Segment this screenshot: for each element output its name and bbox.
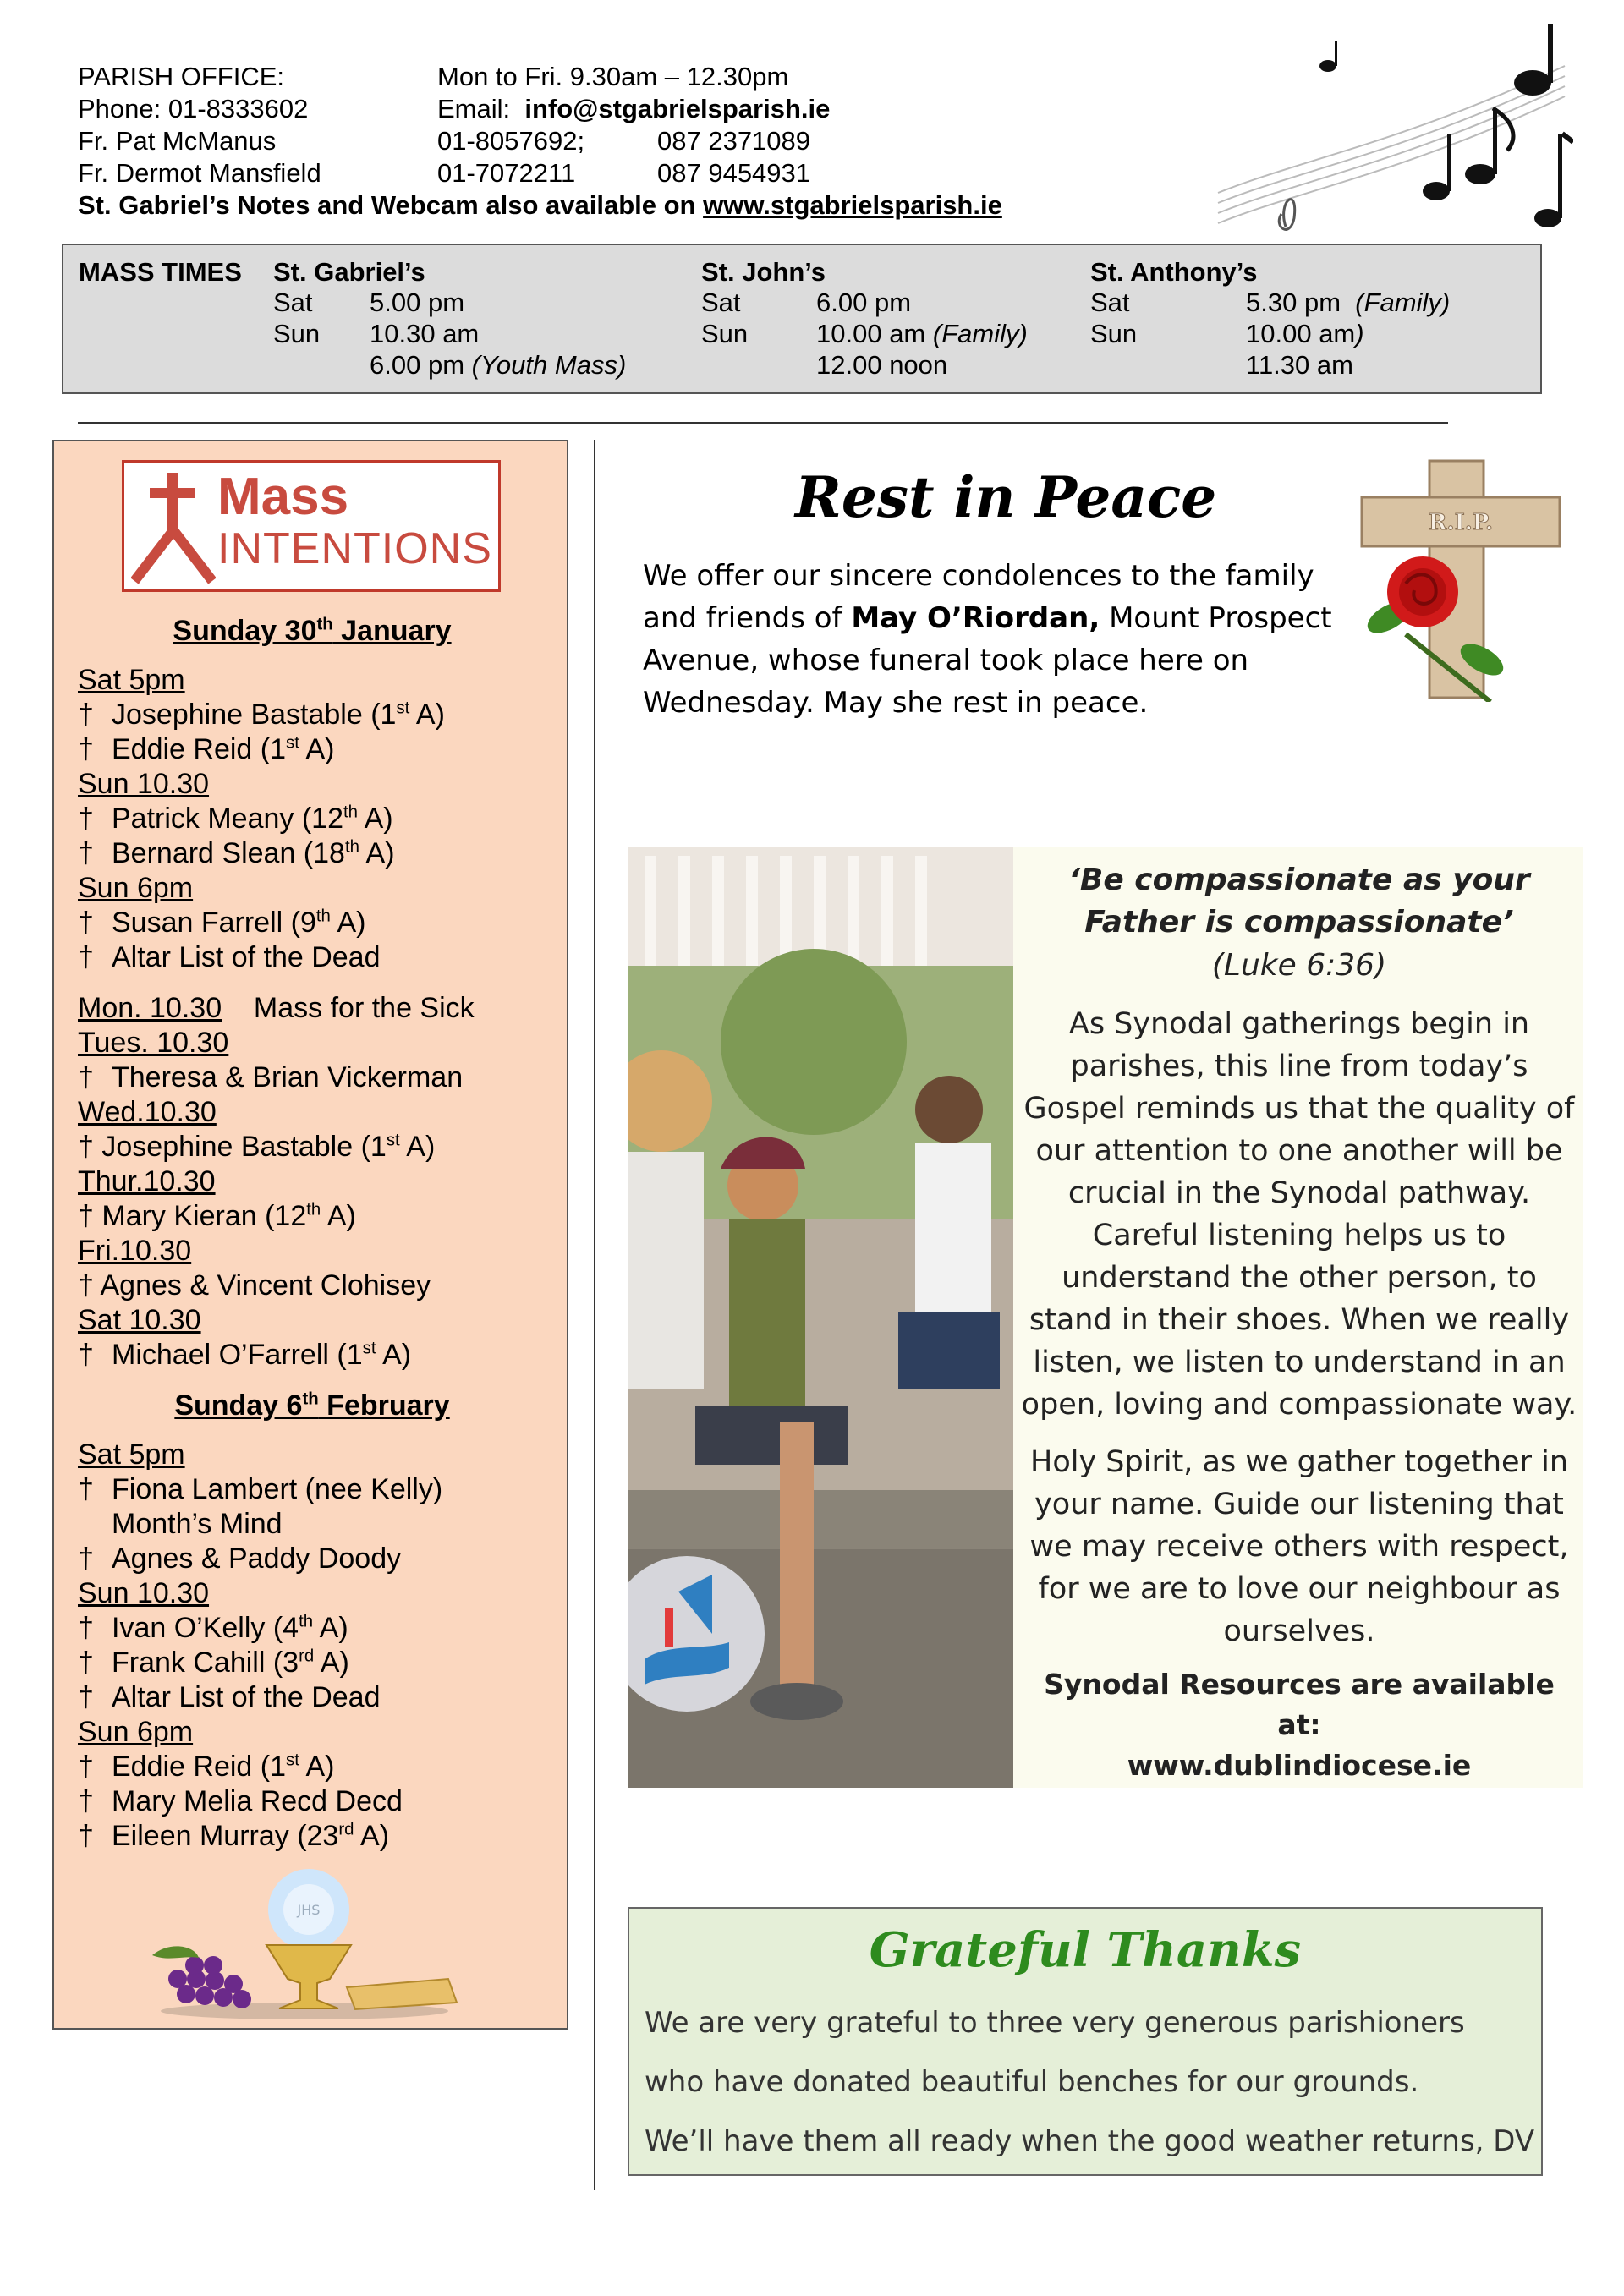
intention: † Mary Kieran (12th A) — [78, 1200, 356, 1232]
parish-header — [78, 61, 1002, 222]
time: 5.30 pm — [1246, 288, 1341, 317]
slot-tues: Tues. 10.30 — [78, 1027, 229, 1059]
deceased-name: May O’Riordan, — [851, 601, 1100, 635]
intention: † Fiona Lambert (nee Kelly) — [78, 1473, 443, 1505]
priest-2-mobile: 087 9454931 — [657, 158, 811, 188]
office-label: PARISH OFFICE: — [78, 62, 285, 91]
intention: † Bernard Slean (18th A) — [78, 837, 395, 869]
slot-fri: Fri.10.30 — [78, 1235, 192, 1267]
mass-times-label: MASS TIMES — [79, 257, 242, 287]
slot-sun-1030: Sun 10.30 — [78, 768, 210, 800]
svg-text:R.I.P.: R.I.P. — [1428, 510, 1494, 535]
logo-line-1: Mass — [217, 468, 349, 526]
slot-sat-1030: Sat 10.30 — [78, 1304, 201, 1336]
slot-sun-6pm: Sun 6pm — [78, 872, 194, 904]
intention: † Frank Cahill (3rd A) — [78, 1647, 349, 1679]
intention: † Josephine Bastable (1st A) — [78, 699, 445, 731]
church-cross-icon — [131, 469, 216, 588]
thanks-line-3: We’ll have them all ready when the good weather returns, DV — [645, 2124, 1535, 2158]
time: 6.00 pm — [370, 350, 465, 380]
intention: † Ivan O’Kelly (4th A) — [78, 1612, 348, 1644]
grateful-thanks-box — [628, 1907, 1543, 2176]
synodal-text — [1020, 847, 1578, 1786]
email-label: Email: — [437, 94, 511, 123]
day: Sun — [701, 319, 749, 348]
intention: † Mary Melia Recd Decd — [78, 1785, 403, 1817]
intention: † Agnes & Paddy Doody — [78, 1543, 402, 1575]
intention: † Michael O’Farrell (1st A) — [78, 1339, 412, 1371]
week-2-heading: Sunday 6th February — [174, 1389, 450, 1422]
slot-sun-6pm: Sun 6pm — [78, 1716, 194, 1748]
time-note: (Family) — [1355, 288, 1451, 317]
thanks-title: Grateful Thanks — [869, 1922, 1302, 1978]
priest-1: Fr. Pat McManus — [78, 126, 277, 156]
intention: † Theresa & Brian Vickerman — [78, 1061, 464, 1093]
diocese-link[interactable]: www.dublindiocese.ie — [1127, 1749, 1472, 1782]
priest-1-phone: 01-8057692; — [437, 126, 585, 156]
chalice-grapes-icon — [118, 1860, 474, 2021]
time: 10.00 am — [1246, 319, 1356, 348]
day: Sat — [701, 288, 741, 317]
notes-text: St. Gabriel’s Notes and Webcam also available on — [78, 190, 696, 220]
slot-sat-5pm: Sat 5pm — [78, 664, 185, 696]
time: 10.30 am — [370, 319, 480, 348]
time: 11.30 am — [1246, 350, 1353, 380]
time-close: ) — [1355, 319, 1364, 348]
slot-wed: Wed.10.30 — [78, 1096, 217, 1128]
church-name: St. John’s — [701, 257, 826, 287]
intention: † Eddie Reid (1st A) — [78, 1751, 335, 1783]
day: Sat — [1090, 288, 1130, 317]
rip-title: Rest in Peace — [795, 464, 1217, 530]
priest-1-mobile: 087 2371089 — [657, 126, 811, 156]
day: Sun — [273, 319, 321, 348]
priest-2-phone: 01-7072211 — [437, 158, 576, 188]
intention: † Eddie Reid (1st A) — [78, 733, 335, 765]
office-hours: Mon to Fri. 9.30am – 12.30pm — [437, 62, 789, 91]
website-link[interactable]: www.stgabrielsparish.ie — [703, 190, 1002, 220]
priest-2: Fr. Dermot Mansfield — [78, 158, 321, 188]
church-name: St. Gabriel’s — [273, 257, 425, 287]
slot-sat-5pm: Sat 5pm — [78, 1438, 185, 1471]
column-divider — [594, 440, 595, 2190]
day: Sun — [1090, 319, 1138, 348]
synodal-resources: Synodal Resources are available at: — [1044, 1668, 1555, 1741]
synodal-paragraph-2: Holy Spirit, as we gather together in your name. Guide our listening that we may receive others with respect, for we are to love our neighbour as ourselves. — [1029, 1445, 1569, 1648]
thanks-line-2: who have donated beautiful benches for our grounds. — [645, 2065, 1419, 2099]
slot-sun-1030: Sun 10.30 — [78, 1577, 210, 1609]
phone: Phone: 01-8333602 — [78, 94, 309, 123]
thanks-line-1: We are very grateful to three very generous parishioners — [645, 2006, 1465, 2040]
intention-note: Month’s Mind — [112, 1508, 283, 1540]
gospel-reference: (Luke 6:36) — [1211, 948, 1387, 983]
svg-text:JHS: JHS — [297, 1902, 321, 1918]
rip-text: We offer our sincere condolences to the family and friends of May O’Riordan, Mount Prospect Avenue, whose funeral took place here on Wednesday. May she rest in peace. — [643, 559, 1332, 720]
rip-cross-rose-icon — [1355, 457, 1566, 702]
time: 10.00 am — [816, 319, 926, 348]
day: Sat — [273, 288, 313, 317]
gospel-quote: ‘Be compassionate as your Father is compassionate’ — [1068, 863, 1530, 940]
slot-thur: Thur.10.30 — [78, 1165, 216, 1197]
mass-intentions-logo — [122, 460, 501, 592]
divider — [78, 422, 1448, 424]
friends-photo — [628, 847, 1013, 1788]
intention: † Agnes & Vincent Clohisey — [78, 1269, 431, 1301]
mass-intentions-panel — [52, 440, 568, 2030]
time: 6.00 pm — [816, 288, 912, 317]
time-note: (Family) — [932, 319, 1028, 348]
intention: † Eileen Murray (23rd A) — [78, 1820, 390, 1852]
intention: † Altar List of the Dead — [78, 1681, 381, 1713]
intention: † Susan Farrell (9th A) — [78, 907, 366, 939]
slot-mon: Mon. 10.30 Mass for the Sick — [78, 992, 475, 1024]
synodal-paragraph-1: As Synodal gatherings begin in parishes, this line from today’s Gospel reminds us that the quality of our attention to one another will be crucial in the Synodal pathway. Careful listening helps us to understand the other person, to stand in their shoes. When we really listen, we listen to understand in an open, loving and compassionate way. — [1021, 1007, 1577, 1422]
week-1-heading: Sunday 30th January — [173, 615, 452, 647]
time: 5.00 pm — [370, 288, 465, 317]
intention: † Josephine Bastable (1st A) — [78, 1131, 436, 1163]
church-name: St. Anthony’s — [1090, 257, 1258, 287]
email-link[interactable]: info@stgabrielsparish.ie — [524, 94, 831, 123]
time: 12.00 noon — [816, 350, 948, 380]
intention: † Altar List of the Dead — [78, 941, 381, 973]
logo-line-2: INTENTIONS — [217, 524, 492, 573]
music-notes-icon — [1201, 15, 1573, 252]
intention: † Patrick Meany (12th A) — [78, 803, 393, 835]
time-note: (Youth Mass) — [471, 350, 627, 380]
mass-times-box — [62, 244, 1542, 394]
synodal-panel — [628, 847, 1583, 1788]
